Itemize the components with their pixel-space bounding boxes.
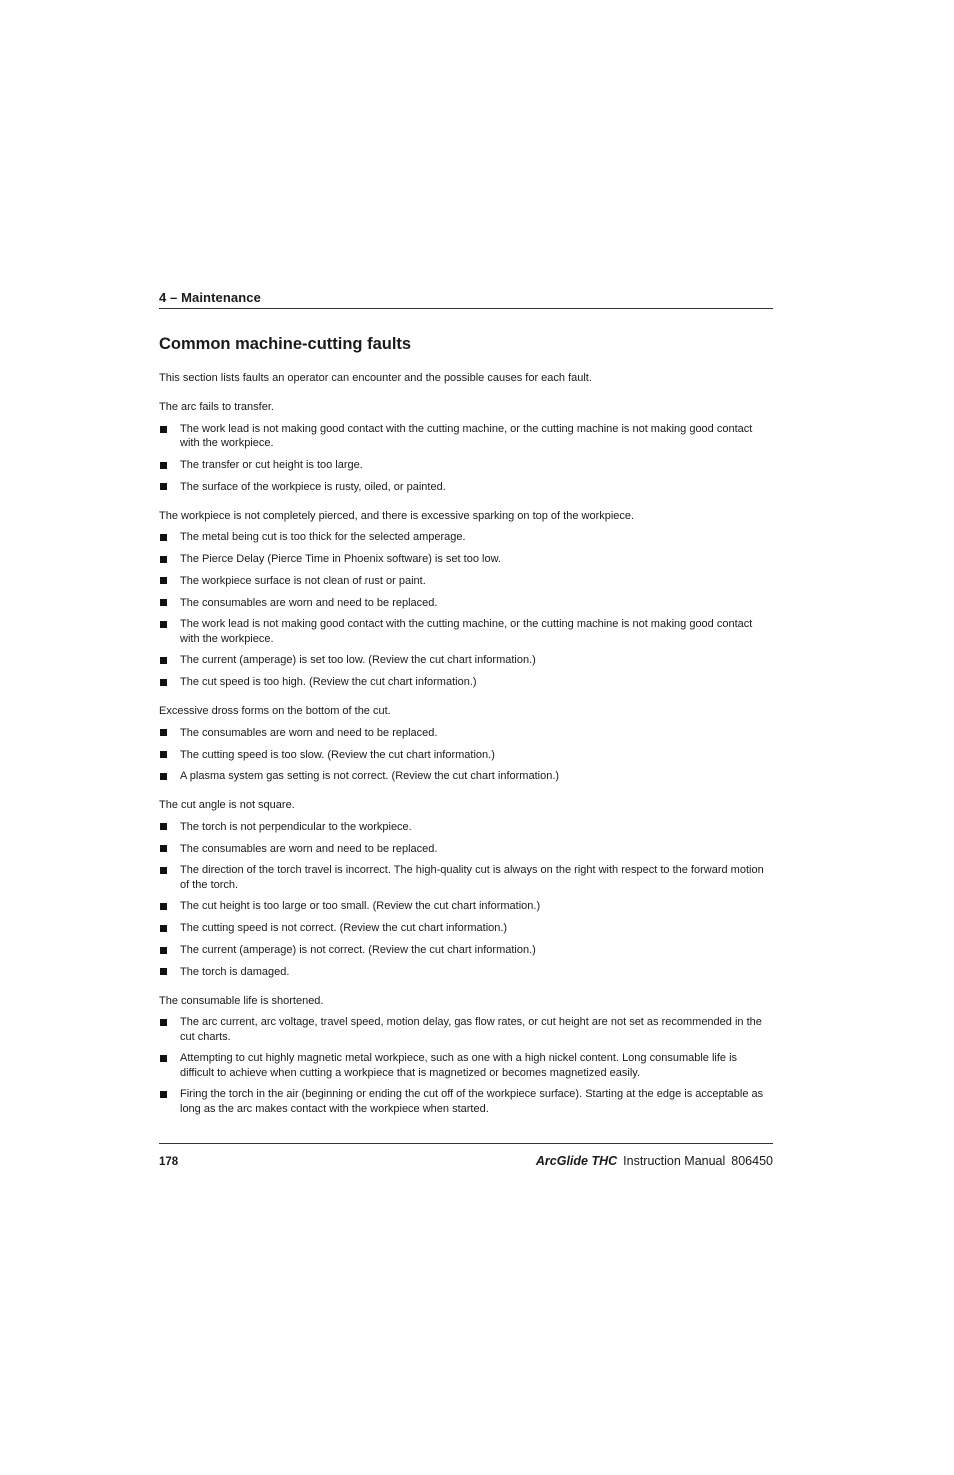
fault-title: The arc fails to transfer. <box>159 401 274 414</box>
square-bullet-icon <box>160 867 167 874</box>
cause-list <box>159 422 773 494</box>
cause-text: A plasma system gas setting is not correct. (Review the cut chart information.) <box>180 770 560 783</box>
page-number: 178 <box>159 1156 179 1168</box>
fault-title: The workpiece is not completely pierced, and there is excessive sparking on top of the workpiece. <box>159 509 635 522</box>
cause-text: The consumables are worn and need to be replaced. <box>180 726 438 739</box>
document-number: 806450 <box>731 1154 773 1168</box>
fault-group <box>159 509 773 690</box>
cause-item <box>159 943 773 957</box>
cause-list <box>159 820 773 979</box>
square-bullet-icon <box>160 968 167 975</box>
square-bullet-icon <box>160 845 167 852</box>
cause-item <box>159 675 773 689</box>
cause-item <box>159 863 773 891</box>
cause-item <box>159 726 773 740</box>
square-bullet-icon <box>160 947 167 954</box>
cause-text: The workpiece surface is not clean of rust or paint. <box>180 574 426 587</box>
cause-list <box>159 530 773 689</box>
cause-item <box>159 422 773 450</box>
cause-item <box>159 965 773 979</box>
cause-text: The current (amperage) is not correct. (Review the cut chart information.) <box>180 944 536 957</box>
cause-text: The current (amperage) is set too low. (Review the cut chart information.) <box>180 654 536 667</box>
square-bullet-icon <box>160 534 167 541</box>
manual-type: Instruction Manual <box>623 1154 726 1168</box>
cause-text: The surface of the workpiece is rusty, oiled, or painted. <box>180 480 446 493</box>
fault-title: The consumable life is shortened. <box>159 994 324 1007</box>
document-id <box>536 1154 773 1169</box>
cause-item <box>159 530 773 544</box>
cause-item <box>159 552 773 566</box>
cause-text: The torch is not perpendicular to the workpiece. <box>180 820 412 833</box>
cause-text: The consumables are worn and need to be replaced. <box>180 596 438 609</box>
cause-text: The cut speed is too high. (Review the cut chart information.) <box>180 676 477 689</box>
cause-text: The direction of the torch travel is incorrect. The high-quality cut is always on the right with respect to the forward motion of the torch. <box>180 864 764 891</box>
square-bullet-icon <box>160 462 167 469</box>
cause-item <box>159 653 773 667</box>
page-footer <box>159 1143 773 1168</box>
square-bullet-icon <box>160 751 167 758</box>
section-intro: This section lists faults an operator can encounter and the possible causes for each fault. <box>159 372 592 384</box>
cause-text: The Pierce Delay (Pierce Time in Phoenix software) is set too low. <box>180 553 501 566</box>
cause-item <box>159 1051 773 1079</box>
fault-group <box>159 798 773 979</box>
square-bullet-icon <box>160 773 167 780</box>
cause-list <box>159 726 773 784</box>
product-name: ArcGlide THC <box>535 1154 618 1168</box>
cause-text: The torch is damaged. <box>180 965 290 978</box>
chapter-header <box>159 289 773 309</box>
fault-group <box>159 400 773 494</box>
square-bullet-icon <box>160 679 167 686</box>
cause-item <box>159 480 773 494</box>
cause-text: The cutting speed is not correct. (Review the cut chart information.) <box>180 922 508 935</box>
cause-text: The work lead is not making good contact with the cutting machine, or the cutting machine is not making good contact with the workpiece. <box>180 423 753 450</box>
square-bullet-icon <box>160 621 167 628</box>
square-bullet-icon <box>160 556 167 563</box>
cause-item <box>159 596 773 610</box>
square-bullet-icon <box>160 657 167 664</box>
square-bullet-icon <box>160 1055 167 1062</box>
square-bullet-icon <box>160 903 167 910</box>
fault-title: The cut angle is not square. <box>159 799 295 812</box>
cause-item <box>159 748 773 762</box>
cause-text: The metal being cut is too thick for the selected amperage. <box>180 531 466 544</box>
cause-item <box>159 921 773 935</box>
cause-item <box>159 820 773 834</box>
cause-text: The consumables are worn and need to be replaced. <box>180 842 438 855</box>
section-title: Common machine-cutting faults <box>159 335 412 353</box>
cause-item <box>159 1087 773 1115</box>
square-bullet-icon <box>160 577 167 584</box>
square-bullet-icon <box>160 426 167 433</box>
square-bullet-icon <box>160 823 167 830</box>
cause-item <box>159 842 773 856</box>
cause-item <box>159 1015 773 1043</box>
fault-title: Excessive dross forms on the bottom of the cut. <box>159 704 391 717</box>
square-bullet-icon <box>160 729 167 736</box>
cause-text: The cutting speed is too slow. (Review the cut chart information.) <box>180 748 495 761</box>
cause-list <box>159 1015 773 1115</box>
square-bullet-icon <box>160 1091 167 1098</box>
cause-item <box>159 458 773 472</box>
cause-text: The cut height is too large or too small. (Review the cut chart information.) <box>180 900 541 913</box>
cause-item <box>159 574 773 588</box>
cause-text: Firing the torch in the air (beginning or ending the cut off of the workpiece surface). Starting at the edge is acceptable as long as the arc makes contact with the workpiece when started. <box>180 1088 764 1115</box>
square-bullet-icon <box>160 483 167 490</box>
square-bullet-icon <box>160 1019 167 1026</box>
chapter-title: 4 – Maintenance <box>159 290 261 305</box>
cause-text: The transfer or cut height is too large. <box>180 459 363 471</box>
cause-item <box>159 769 773 783</box>
fault-group <box>159 994 773 1116</box>
cause-text: The work lead is not making good contact with the cutting machine, or the cutting machine is not making good contact with the workpiece. <box>180 618 753 645</box>
cause-text: The arc current, arc voltage, travel speed, motion delay, gas flow rates, or cut height are not set as recommended in the cut charts. <box>180 1016 762 1043</box>
cause-item <box>159 617 773 645</box>
cause-text: Attempting to cut highly magnetic metal workpiece, such as one with a high nickel content. Long consumable life is difficult to achieve when cutting a workpiece that is magnetized or becomes magnetized easily. <box>180 1052 738 1079</box>
cause-item <box>159 899 773 913</box>
fault-group <box>159 704 773 784</box>
square-bullet-icon <box>160 925 167 932</box>
section-content <box>159 371 773 1130</box>
square-bullet-icon <box>160 599 167 606</box>
